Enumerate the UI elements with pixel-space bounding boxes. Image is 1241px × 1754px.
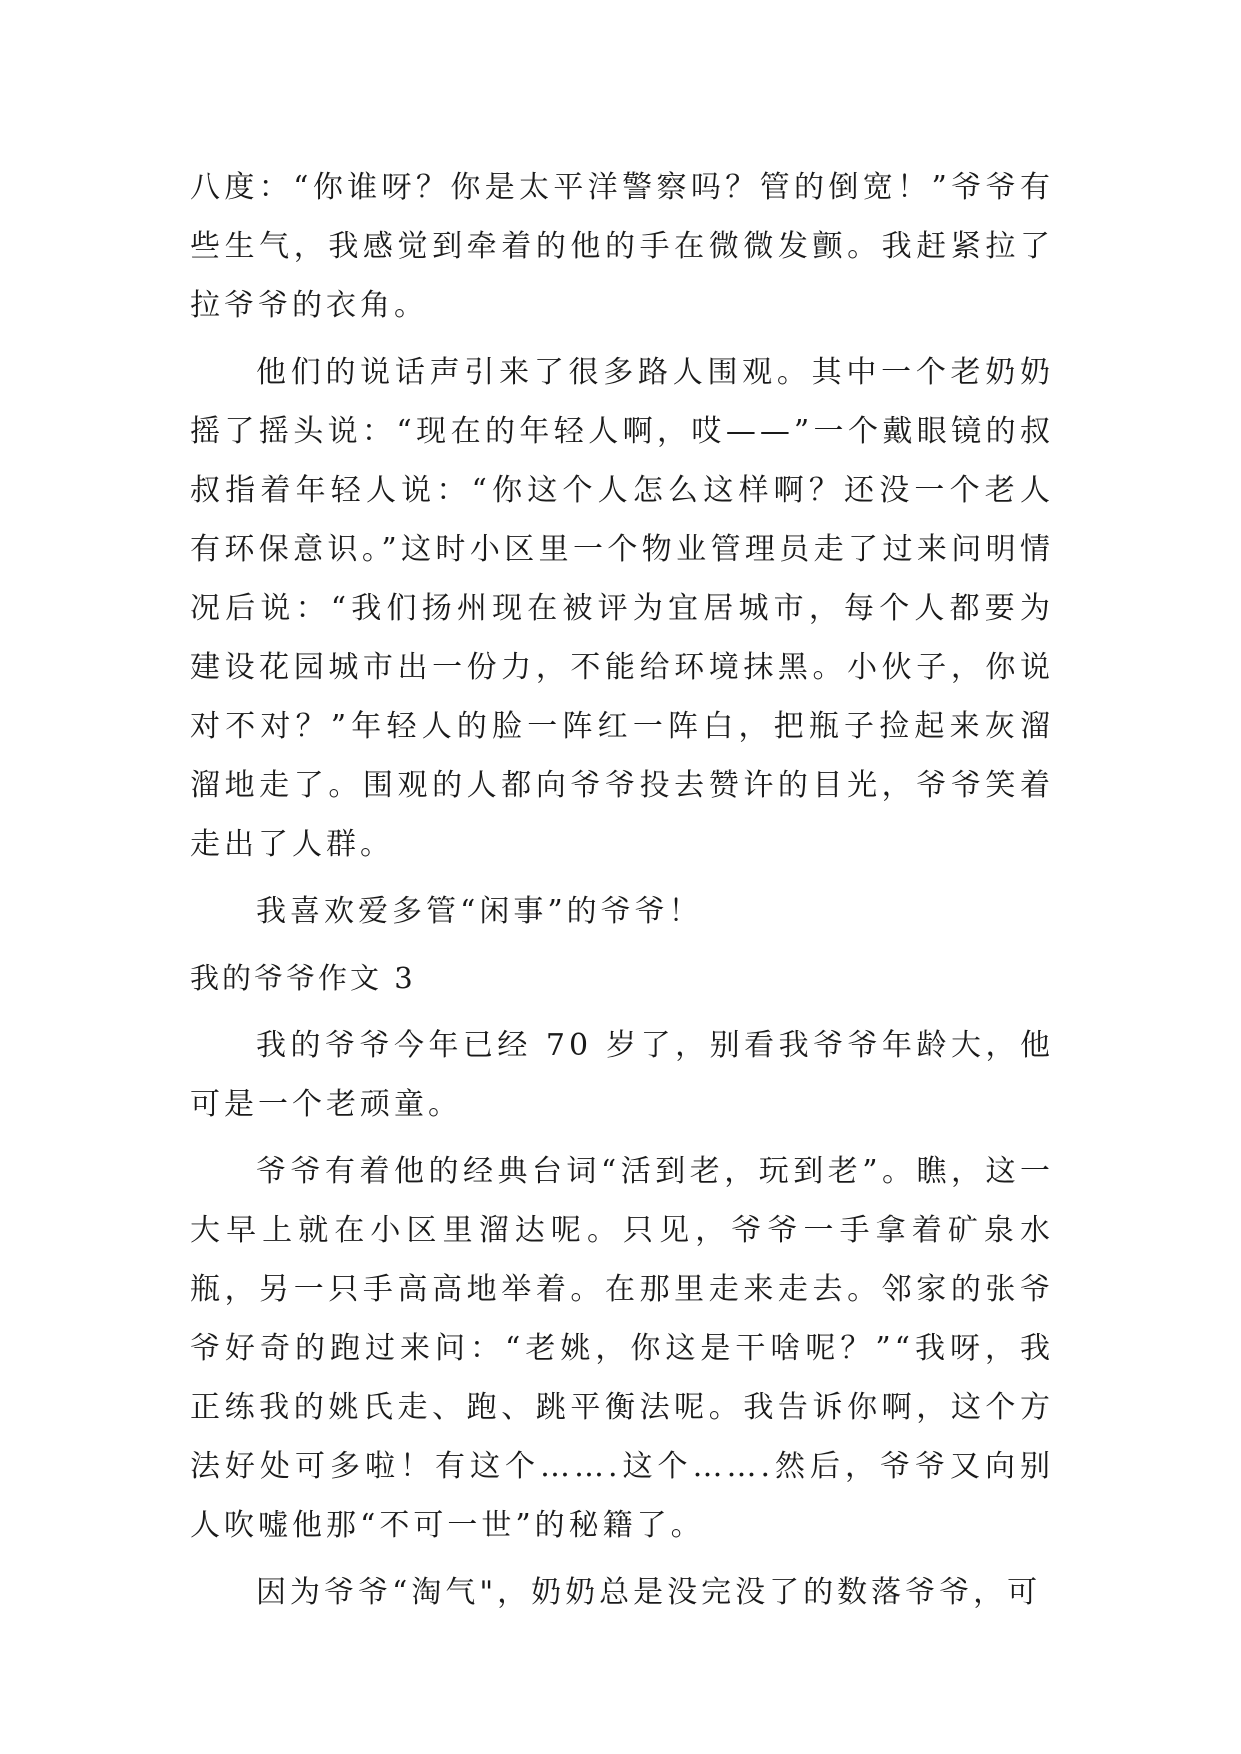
paragraph-catchphrase: 爷爷有着他的经典台词“活到老，玩到老”。瞧，这一大早上就在小区里溜达呢。只见，爷爷一手拿着矿泉水瓶，另一只手高高地举着。在那里走来走去。邻家的张爷爷好奇的跑过来问：“老姚，你这是干啥呢？”“我呀，我正练我的姚氏走、跑、跳平衡法呢。我告诉你啊，这个方法好处可多啦！有这个…….这个…….然后，爷爷又向别人吹嘘他那“不可一世”的秘籍了。 xyxy=(190,1154,1054,1543)
paragraph-grandma: 因为爷爷“淘气"，奶奶总是没完没了的数落爷爷，可 xyxy=(256,1575,1042,1610)
section-heading: 我的爷爷作文 3 xyxy=(190,961,416,995)
paragraph-continuation: 八度：“你谁呀？你是太平洋警察吗？管的倒宽！”爷爷有些生气，我感觉到牵着的他的手在微微发颤。我赶紧拉了拉爷爷的衣角。 xyxy=(190,170,1054,323)
paragraph-closing: 我喜欢爱多管“闲事”的爷爷！ xyxy=(256,894,703,929)
paragraph-intro: 我的爷爷今年已经 70 岁了，别看我爷爷年龄大，他可是一个老顽童。 xyxy=(190,1028,1054,1122)
paragraph-onlookers: 他们的说话声引来了很多路人围观。其中一个老奶奶摇了摇头说：“现在的年轻人啊，哎——”一个戴眼镜的叔叔指着年轻人说：“你这个人怎么这样啊？还没一个老人有环保意识。”这时小区里一个物业管理员走了过来问明情况后说：“我们扬州现在被评为宜居城市，每个人都要为建设花园城市出一份力，不能给环境抹黑。小伙子，你说对不对？”年轻人的脸一阵红一阵白，把瓶子捡起来灰溜溜地走了。围观的人都向爷爷投去赞许的目光，爷爷笑着走出了人群。 xyxy=(190,355,1054,862)
document-body xyxy=(190,158,1054,1630)
